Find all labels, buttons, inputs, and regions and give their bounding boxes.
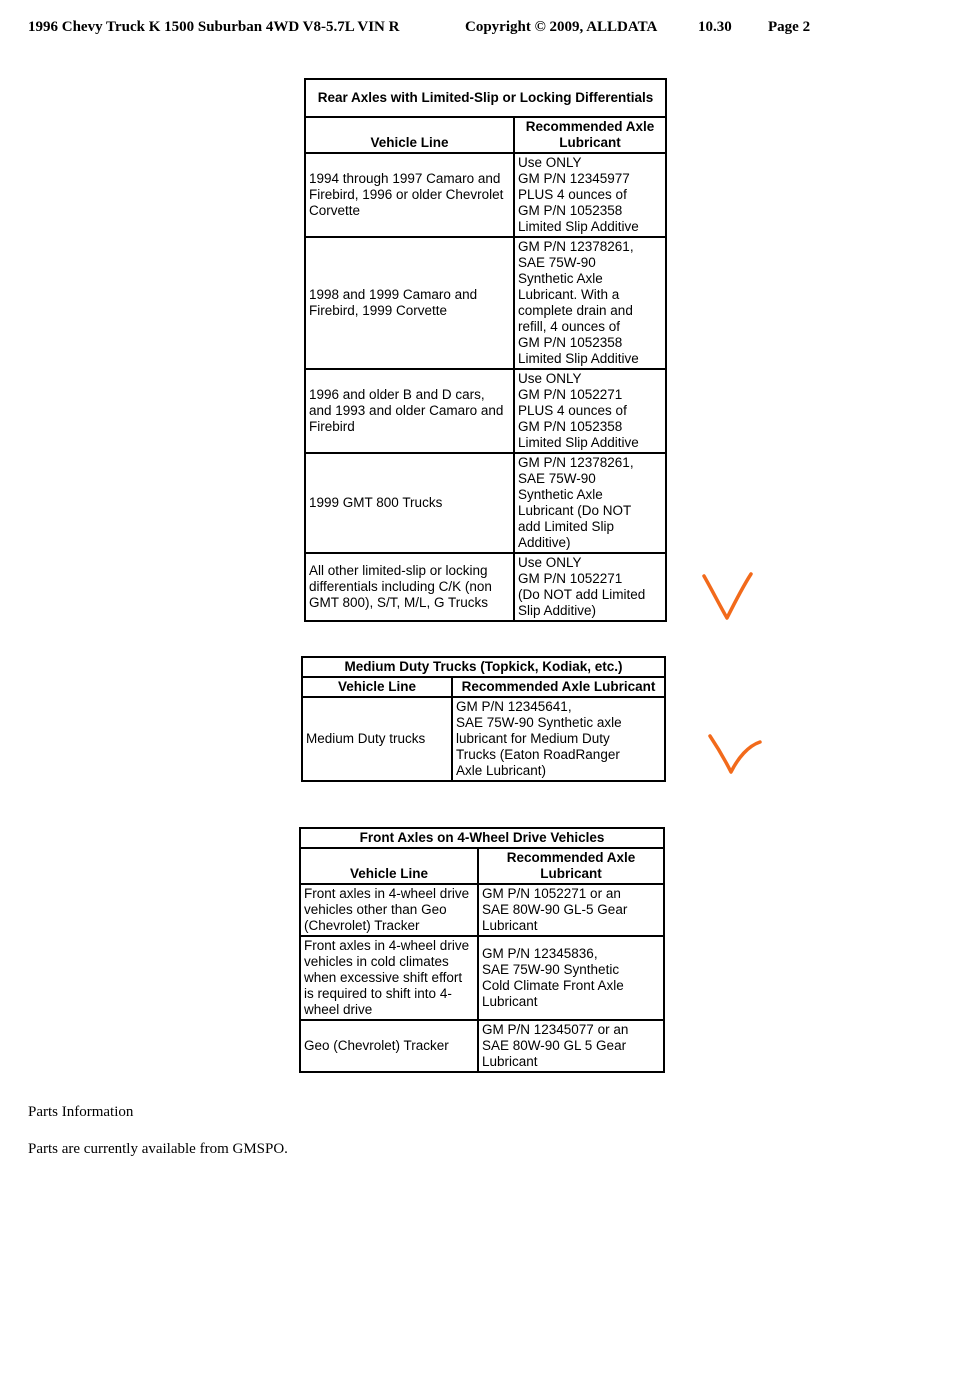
rear-col-lubricant: Recommended Axle Lubricant [514, 117, 666, 153]
front-table-title: Front Axles on 4-Wheel Drive Vehicles [300, 828, 664, 848]
front-row-lubricant: GM P/N 12345836, SAE 75W-90 Synthetic Cold Climate Front Axle Lubricant [478, 936, 664, 1020]
medium-row-lubricant: GM P/N 12345641, SAE 75W-90 Synthetic axle lubricant for Medium Duty Trucks (Eaton RoadRanger Axle Lubricant) [452, 697, 665, 781]
check-mark-stroke [704, 574, 751, 618]
header-copyright: Copyright © 2009, ALLDATA [465, 19, 658, 35]
front-row-vehicle: Front axles in 4-wheel drive vehicles other than Geo (Chevrolet) Tracker [300, 884, 478, 936]
table-row [305, 453, 666, 553]
check-mark-icon [706, 728, 764, 776]
table-row [300, 1020, 664, 1072]
rear-row-vehicle: 1994 through 1997 Camaro and Firebird, 1996 or older Chevrolet Corvette [305, 153, 514, 237]
check-mark-stroke [710, 736, 760, 772]
header-page: Page 2 [768, 19, 811, 35]
header-vehicle: 1996 Chevy Truck K 1500 Suburban 4WD V8-5.7L VIN R [28, 19, 400, 35]
rear-row-vehicle: All other limited-slip or locking differentials including C/K (non GMT 800), S/T, M/L, G Trucks [305, 553, 514, 621]
rear-axles-table [304, 78, 667, 622]
table-row [305, 553, 666, 621]
rear-col-vehicle: Vehicle Line [305, 117, 514, 153]
table-row [305, 153, 666, 237]
medium-table-title: Medium Duty Trucks (Topkick, Kodiak, etc.) [302, 657, 665, 677]
rear-row-vehicle: 1998 and 1999 Camaro and Firebird, 1999 Corvette [305, 237, 514, 369]
parts-information-heading: Parts Information [28, 1104, 134, 1120]
front-row-lubricant: GM P/N 12345077 or an SAE 80W-90 GL 5 Gear Lubricant [478, 1020, 664, 1072]
rear-row-lubricant: GM P/N 12378261, SAE 75W-90 Synthetic Axle Lubricant. With a complete drain and refill, 4 ounces of GM P/N 1052358 Limited Slip Additive [514, 237, 666, 369]
front-axles-table [299, 827, 665, 1073]
rear-row-lubricant: GM P/N 12378261, SAE 75W-90 Synthetic Axle Lubricant (Do NOT add Limited Slip Additive) [514, 453, 666, 553]
rear-table-title: Rear Axles with Limited-Slip or Locking Differentials [305, 79, 666, 117]
parts-availability-text: Parts are currently available from GMSPO. [28, 1141, 288, 1157]
table-row [305, 237, 666, 369]
header-version: 10.30 [698, 19, 732, 35]
table-row [300, 884, 664, 936]
front-row-lubricant: GM P/N 1052271 or an SAE 80W-90 GL-5 Gear Lubricant [478, 884, 664, 936]
medium-row-vehicle: Medium Duty trucks [302, 697, 452, 781]
front-col-vehicle: Vehicle Line [300, 848, 478, 884]
medium-col-lubricant: Recommended Axle Lubricant [452, 677, 665, 697]
front-col-lubricant: Recommended Axle Lubricant [478, 848, 664, 884]
table-row [300, 936, 664, 1020]
front-row-vehicle: Geo (Chevrolet) Tracker [300, 1020, 478, 1072]
rear-row-vehicle: 1996 and older B and D cars, and 1993 and older Camaro and Firebird [305, 369, 514, 453]
rear-row-lubricant: Use ONLY GM P/N 1052271 PLUS 4 ounces of GM P/N 1052358 Limited Slip Additive [514, 369, 666, 453]
rear-row-lubricant: Use ONLY GM P/N 1052271 (Do NOT add Limited Slip Additive) [514, 553, 666, 621]
front-row-vehicle: Front axles in 4-wheel drive vehicles in cold climates when excessive shift effort is required to shift into 4-wheel drive [300, 936, 478, 1020]
rear-row-vehicle: 1999 GMT 800 Trucks [305, 453, 514, 553]
check-mark-icon [700, 570, 756, 624]
table-row [302, 697, 665, 781]
table-row [305, 369, 666, 453]
rear-row-lubricant: Use ONLY GM P/N 12345977 PLUS 4 ounces of GM P/N 1052358 Limited Slip Additive [514, 153, 666, 237]
medium-duty-table [301, 656, 666, 782]
medium-col-vehicle: Vehicle Line [302, 677, 452, 697]
